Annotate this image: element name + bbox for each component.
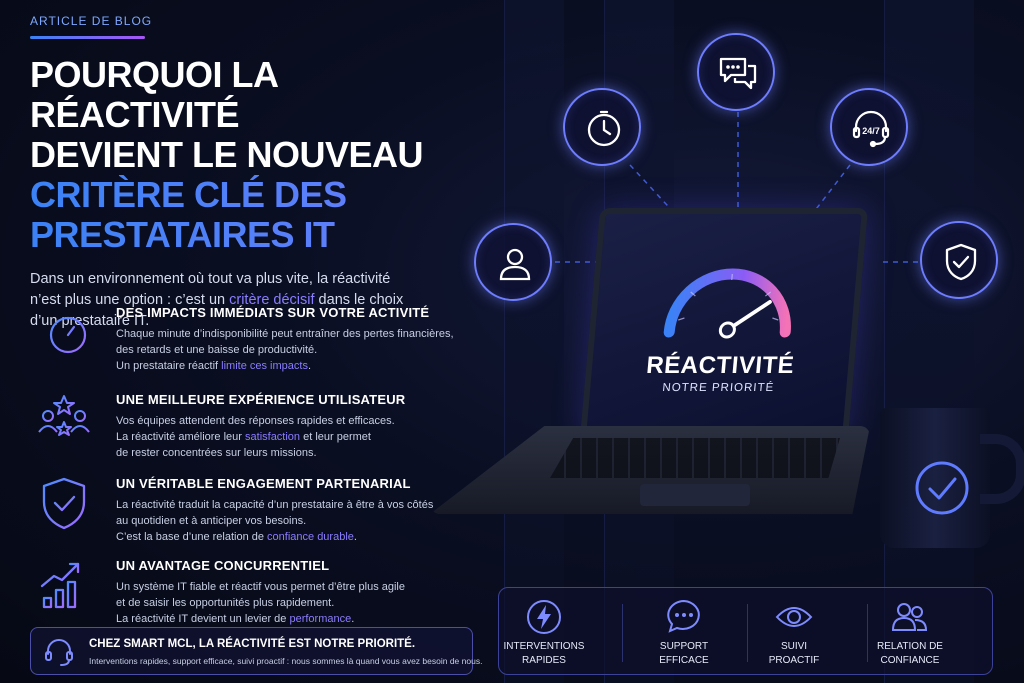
benefit-item (865, 588, 988, 676)
feature-title: UNE MEILLEURE EXPÉRIENCE UTILISATEUR (116, 392, 406, 407)
benefit-item (499, 588, 622, 676)
feature-text (116, 497, 466, 545)
intro-text: Dans un environnement où tout va plus vite, la réactivité n’est plus une option : c’est un (30, 271, 391, 308)
article-content (30, 14, 480, 332)
feature-line: C’est la base d’une relation de (116, 531, 268, 543)
feature-line: . (307, 360, 312, 372)
benefit-item (639, 588, 762, 676)
feature-line: au quotidien et à anticiper vos besoins. (116, 515, 307, 527)
check-circle-icon (914, 460, 970, 516)
benefit-line: SUIVI (780, 641, 808, 652)
title-line-highlight: PRESTATAIRES IT (30, 215, 480, 255)
article-tag: ARTICLE DE BLOG (30, 14, 153, 28)
intro-text: dans le choix d’un prestataire IT. (30, 292, 404, 329)
feature-line: Chaque minute d’indisponibilité peut entraîner des pertes financières, (116, 328, 454, 340)
users-icon (891, 598, 929, 636)
feature-title: DES IMPACTS IMMÉDIATS SUR VOTRE ACTIVITÉ (116, 305, 430, 320)
benefit-line: INTERVENTIONS (503, 641, 585, 652)
feature-line: Vos équipes attendent des réponses rapides et efficaces. (116, 415, 395, 427)
feature-accent: performance (289, 613, 352, 625)
support-hours-label: 24/7 (862, 126, 880, 136)
title-line-highlight: CRITÈRE CLÉ DES (30, 175, 480, 215)
feature-body (116, 476, 466, 545)
feature-line: des retards et une baisse de productivité. (116, 344, 318, 356)
screen-subtitle: NOTRE PRIORITÉ (661, 382, 775, 394)
support-circle (830, 88, 908, 166)
feature-text (116, 579, 466, 627)
screen-title: RÉACTIVITÉ (645, 352, 796, 379)
page-title (30, 55, 480, 255)
cta-text: Interventions rapides, support efficace, suivi proactif : nous sommes là quand vous avez besoin de nous. (89, 656, 483, 666)
laptop-screen (580, 208, 868, 438)
headset-24-7-icon (851, 109, 891, 149)
chat-circle (697, 33, 775, 111)
growth-chart-icon (36, 558, 92, 614)
feature-line: La réactivité traduit la capacité d’un prestataire à être à vos côtés (116, 499, 434, 511)
stopwatch-icon (36, 305, 92, 361)
intro-accent: critère décisif (229, 292, 315, 308)
feature-item (30, 558, 480, 624)
feature-accent: confiance durable (267, 531, 354, 543)
speedometer-gauge (657, 240, 806, 340)
benefit-line: RELATION DE (877, 641, 943, 652)
title-line: POURQUOI LA RÉACTIVITÉ (30, 54, 278, 135)
feature-title: UN VÉRITABLE ENGAGEMENT PARTENARIAL (116, 476, 411, 491)
feature-line: . (351, 613, 355, 625)
feature-item (30, 476, 480, 546)
feature-accent: satisfaction (245, 431, 301, 443)
feature-line: Un système IT fiable et réactif vous permet d’être plus agile (116, 581, 405, 593)
benefit-label (749, 640, 839, 668)
lightning-icon (525, 598, 563, 636)
benefit-line: EFFICACE (659, 655, 709, 666)
cta-title: CHEZ SMART MCL, LA RÉACTIVITÉ EST NOTRE PRIORITÉ. (89, 638, 416, 650)
feature-body (116, 305, 466, 374)
clock-icon (584, 109, 624, 149)
users-stars-icon (36, 392, 92, 448)
shield-circle (920, 221, 998, 299)
feature-text (116, 413, 466, 461)
benefit-line: PROACTIF (768, 655, 820, 666)
shield-check-icon (941, 242, 981, 282)
divider (747, 604, 748, 662)
feature-accent: limite ces impacts (221, 360, 308, 372)
mug-illustration (880, 408, 990, 548)
feature-body (116, 558, 466, 627)
chat-bubble-icon (665, 598, 703, 636)
cta-banner (30, 627, 483, 675)
eye-icon (775, 598, 813, 636)
laptop-keyboard (550, 438, 840, 478)
mug-handle (980, 434, 1024, 504)
feature-title: UN AVANTAGE CONCURRENTIEL (116, 558, 330, 573)
benefit-line: RAPIDES (522, 655, 566, 666)
feature-line: et de saisir les opportunités plus rapidement. (116, 597, 335, 609)
benefit-label (639, 640, 729, 668)
benefit-label (865, 640, 955, 668)
feature-line: . (353, 531, 357, 543)
benefit-item (749, 588, 872, 676)
feature-item (30, 392, 480, 462)
tag-underline (30, 36, 145, 39)
shield-check-icon (36, 476, 92, 532)
feature-line: et leur permet (300, 431, 371, 443)
chat-icon (718, 54, 758, 94)
benefit-line: SUPPORT (659, 641, 709, 652)
feature-line: La réactivité IT devient un levier de (116, 613, 290, 625)
feature-line: Un prestataire réactif (116, 360, 222, 372)
feature-line: La réactivité améliore leur (116, 431, 246, 443)
title-line: DEVIENT LE NOUVEAU (30, 134, 424, 175)
headset-icon (43, 636, 75, 668)
feature-text (116, 326, 466, 374)
divider (622, 604, 623, 662)
laptop-trackpad (640, 484, 750, 506)
feature-body (116, 392, 466, 461)
feature-line: de rester concentrées sur leurs missions. (116, 447, 317, 459)
laptop-illustration (430, 200, 900, 520)
benefit-label (499, 640, 589, 668)
feature-item (30, 305, 480, 375)
benefit-line: CONFIANCE (880, 655, 940, 666)
benefits-panel (498, 587, 993, 675)
clock-circle (563, 88, 641, 166)
